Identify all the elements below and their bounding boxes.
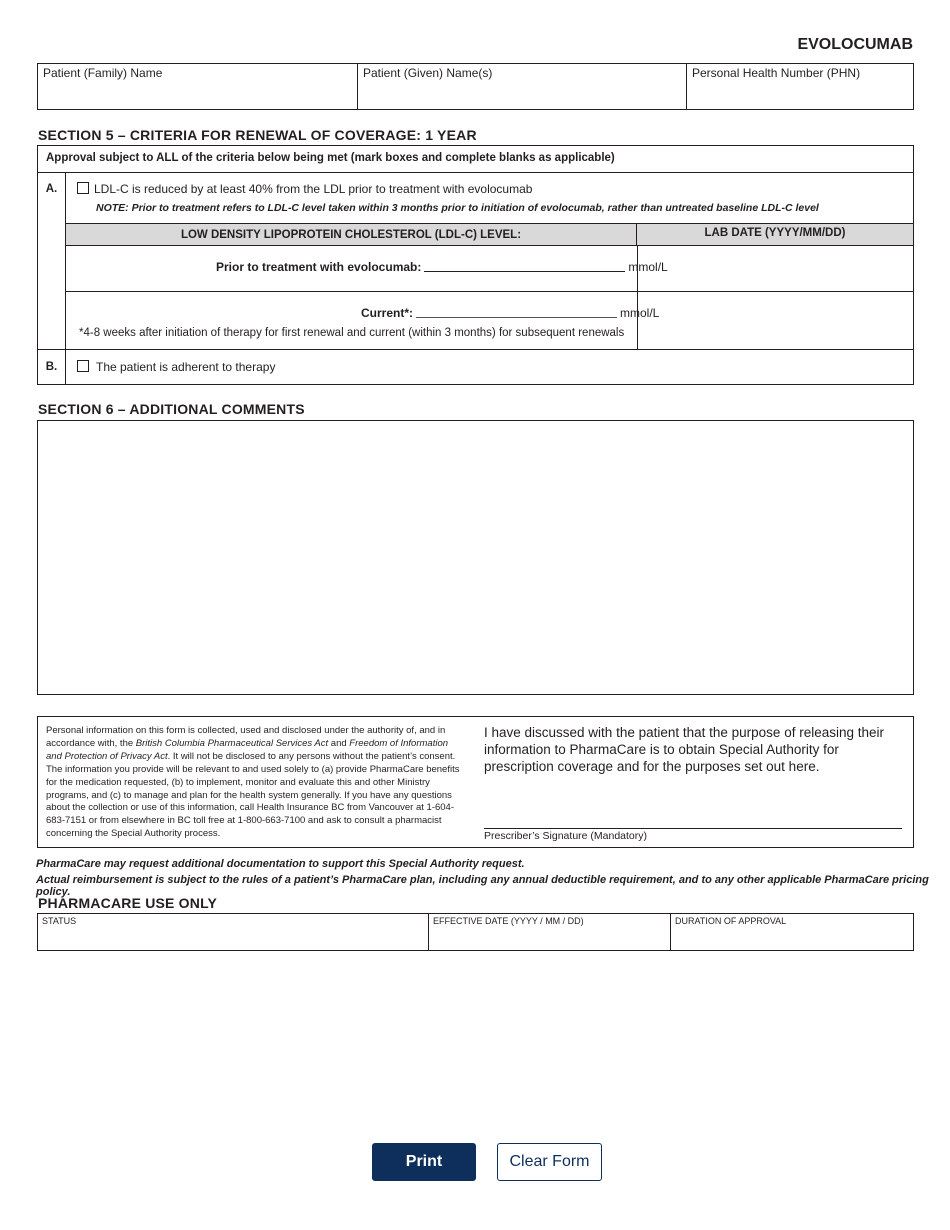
duration-of-approval-label: DURATION OF APPROVAL	[675, 916, 787, 926]
criterion-b-letter: B.	[38, 350, 66, 384]
status-label: STATUS	[42, 916, 77, 926]
lab-date-header: LAB DATE (YYYY/MM/DD)	[704, 227, 846, 239]
prescriber-signature-field[interactable]	[484, 828, 902, 829]
ldl-prior-unit: mmol/L	[628, 260, 668, 274]
privacy-consent-box	[37, 716, 914, 848]
criterion-a-checkbox[interactable]	[77, 182, 89, 194]
phn-field[interactable]	[687, 64, 913, 109]
act-name-pharmaceutical-services: British Columbia Pharmaceutical Services Act	[135, 737, 329, 749]
additional-comments-textarea[interactable]	[37, 420, 914, 695]
criterion-a	[77, 182, 532, 196]
section5-title: SECTION 5 – CRITERIA FOR RENEWAL OF COVERAGE: 1 YEAR	[38, 127, 477, 143]
ldl-current-input[interactable]	[416, 306, 617, 318]
documentation-notice: PharmaCare may request additional documentation to support this Special Authority request.	[36, 858, 525, 870]
ldl-current-unit: mmol/L	[620, 306, 660, 320]
ldl-prior-row	[216, 260, 668, 274]
criterion-a-row	[38, 173, 913, 350]
criterion-b-label: The patient is adherent to therapy	[96, 360, 276, 374]
criterion-b-row	[38, 350, 913, 384]
status-field[interactable]	[38, 914, 429, 950]
ldl-table-header	[66, 223, 913, 246]
ldl-current-row	[361, 306, 659, 320]
pharmacare-use-title: PHARMACARE USE ONLY	[38, 895, 218, 911]
clear-form-button[interactable]: Clear Form	[497, 1143, 602, 1181]
prescriber-signature-label: Prescriber’s Signature (Mandatory)	[484, 830, 648, 842]
consent-statement: I have discussed with the patient that the purpose of releasing their information to PharmaCare is to obtain Special Authority for prescription coverage and for the purposes set out here.	[484, 725, 884, 774]
phn-label: Personal Health Number (PHN)	[692, 66, 861, 80]
ldl-current-label: Current*:	[361, 306, 414, 320]
patient-family-name-field[interactable]	[38, 64, 358, 109]
ldl-prior-label: Prior to treatment with evolocumab:	[216, 260, 422, 274]
criterion-a-label: LDL-C is reduced by at least 40% from the LDL prior to treatment with evolocumab	[94, 182, 533, 196]
patient-given-name-field[interactable]	[358, 64, 687, 109]
ldl-prior-input[interactable]	[424, 260, 625, 272]
lab-date-prior-field[interactable]	[638, 246, 913, 291]
section5-criteria-table	[37, 145, 914, 385]
patient-family-name-label: Patient (Family) Name	[43, 66, 163, 80]
duration-of-approval-field[interactable]	[671, 914, 913, 950]
ldl-footnote: *4-8 weeks after initiation of therapy for first renewal and current (within 3 months) for subsequent renewals	[79, 327, 625, 339]
print-button[interactable]: Print	[372, 1143, 476, 1181]
patient-given-name-label: Patient (Given) Name(s)	[363, 66, 493, 80]
ldl-level-header: LOW DENSITY LIPOPROTEIN CHOLESTEROL (LDL-C) LEVEL:	[66, 224, 637, 245]
criterion-b	[77, 360, 275, 374]
pharmacare-use-row	[37, 913, 914, 951]
privacy-notice: Personal information on this form is collected, used and disclosed under the authority of, and in accordance with, the British Columbia Pharmaceutical Services Act and Freedom of Information and Protection of Privacy Act. It will not be disclosed to any persons without the patient’s consent. The information you provide will be relevant to and used solely to (a) provide PharmaCare benefits for the medication requested, (b) to implement, monitor and evaluate this and other Ministry programs, and (c) to manage and plan for the health system generally. If you have any questions about the collection or use of this information, call Health Insurance BC from Vancouver at 1-604-683-7151 or from elsewhere in BC toll free at 1-800-663-7100 and ask to consult a pharmacist concerning the Special Authority process.	[46, 725, 460, 840]
patient-info-row	[37, 63, 914, 110]
lab-date-current-field[interactable]	[638, 292, 913, 349]
section5-intro: Approval subject to ALL of the criteria below being met (mark boxes and complete blanks as applicable)	[38, 146, 913, 173]
reimbursement-notice: Actual reimbursement is subject to the rules of a patient’s PharmaCare plan, including any annual deductible requirement, and to any other applicable PharmaCare pricing policy.	[36, 874, 929, 898]
drug-name-title: EVOLOCUMAB	[797, 36, 913, 53]
criterion-b-checkbox[interactable]	[77, 360, 89, 372]
criterion-a-letter: A.	[38, 173, 66, 349]
section6-title: SECTION 6 – ADDITIONAL COMMENTS	[38, 401, 305, 417]
act-name-foippa: Freedom of Information and Protection of Privacy Act	[46, 737, 449, 762]
effective-date-field[interactable]	[429, 914, 671, 950]
effective-date-label: EFFECTIVE DATE (YYYY / MM / DD)	[433, 916, 584, 926]
criterion-a-note: NOTE: Prior to treatment refers to LDL-C level taken within 3 months prior to initiation of evolocumab, rather than untreated baseline LDL-C level	[96, 202, 819, 214]
